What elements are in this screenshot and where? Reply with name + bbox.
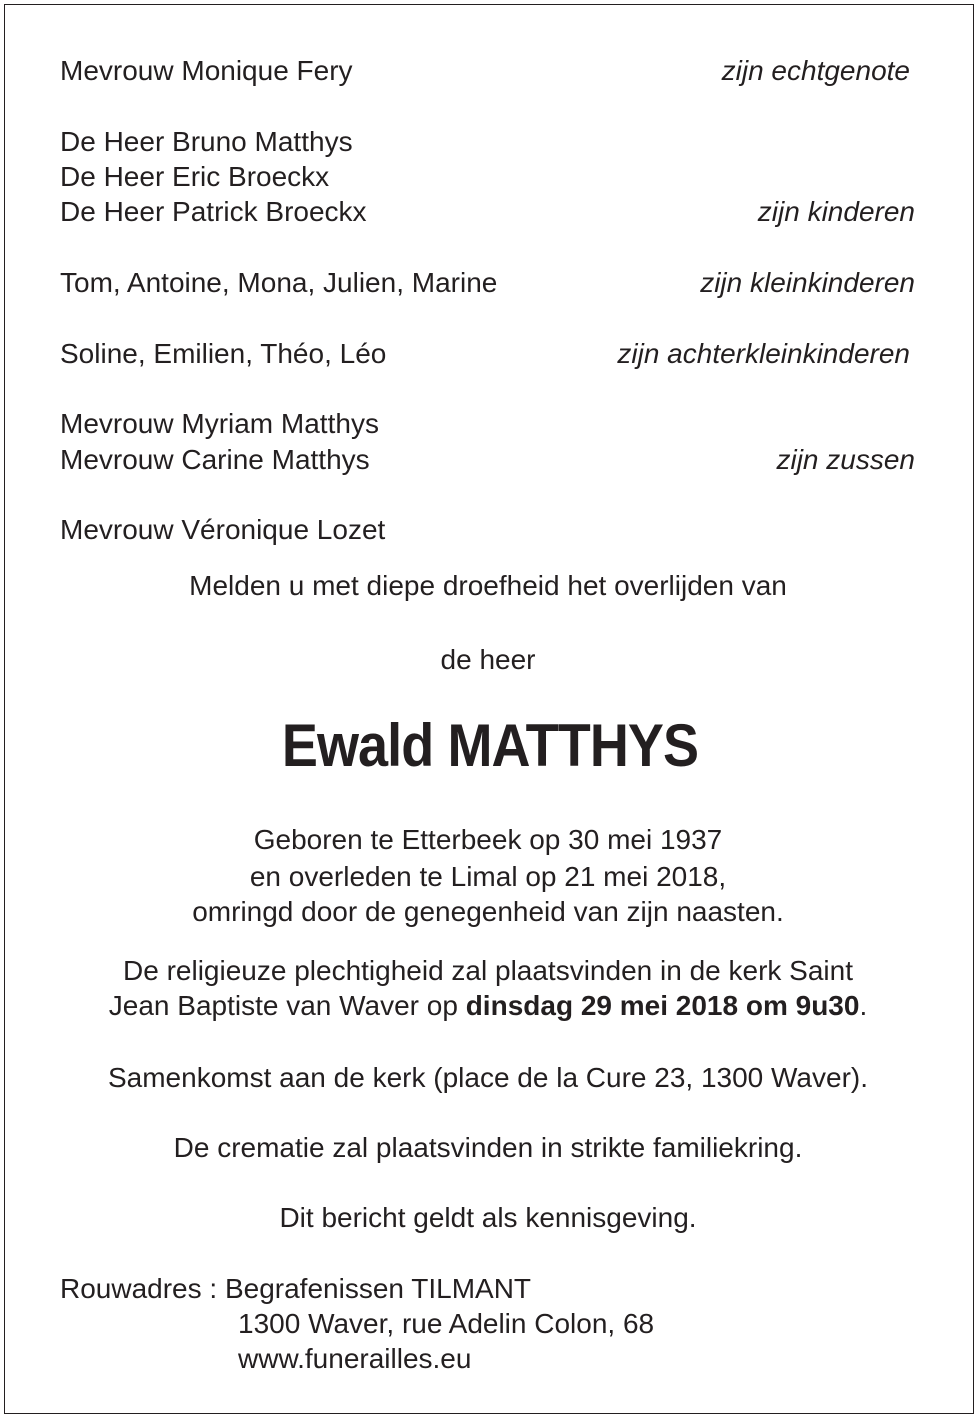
address-street: 1300 Waver, rue Adelin Colon, 68 xyxy=(238,1308,655,1339)
bio-line-3: omringd door de genegenheid van zijn naasten. xyxy=(192,896,784,927)
bio-line-2: en overleden te Limal op 21 mei 2018, xyxy=(249,861,727,892)
grandchildren-names: Tom, Antoine, Mona, Julien, Marine xyxy=(60,267,498,298)
ceremony-datetime: dinsdag 29 mei 2018 om 9u30 xyxy=(465,990,860,1021)
sister-name-2: Mevrouw Carine Matthys xyxy=(60,444,370,475)
ceremony-line-1: De religieuze plechtigheid zal plaatsvinden in de kerk Saint xyxy=(123,955,853,986)
ceremony-line-2 xyxy=(0,992,978,1020)
cremation-text: De crematie zal plaatsvinden in strikte familiekring. xyxy=(173,1132,803,1163)
address-website: www.funerailles.eu xyxy=(238,1343,472,1374)
grandchildren-relation: zijn kleinkinderen xyxy=(700,267,915,298)
ceremony-location: Jean Baptiste van Waver op xyxy=(108,990,466,1021)
sister-name-1: Mevrouw Myriam Matthys xyxy=(60,408,379,439)
spouse-name: Mevrouw Monique Fery xyxy=(60,55,353,86)
child-name-2: De Heer Eric Broeckx xyxy=(60,161,330,192)
spouse-relation: zijn echtgenote xyxy=(721,55,910,86)
announcement-text: Melden u met diepe droefheid het overlijden van xyxy=(189,570,787,601)
child-name-3: De Heer Patrick Broeckx xyxy=(60,196,367,227)
other-relative: Mevrouw Véronique Lozet xyxy=(60,514,386,545)
ceremony-period: . xyxy=(859,990,868,1021)
address-label: Rouwadres : Begrafenissen TILMANT xyxy=(60,1273,532,1304)
sisters-relation: zijn zussen xyxy=(776,444,915,475)
great-grandchildren-relation: zijn achterkleinkinderen xyxy=(617,338,910,369)
deceased-title: de heer xyxy=(440,644,536,675)
bio-line-1: Geboren te Etterbeek op 30 mei 1937 xyxy=(253,824,723,855)
deceased-name: Ewald MATTHYS xyxy=(281,712,699,779)
child-name-1: De Heer Bruno Matthys xyxy=(60,126,353,157)
great-grandchildren-names: Soline, Emilien, Théo, Léo xyxy=(60,338,387,369)
gathering-text: Samenkomst aan de kerk (place de la Cure 23, 1300 Waver). xyxy=(107,1062,868,1093)
children-relation: zijn kinderen xyxy=(757,196,915,227)
notice-text: Dit bericht geldt als kennisgeving. xyxy=(279,1202,697,1233)
